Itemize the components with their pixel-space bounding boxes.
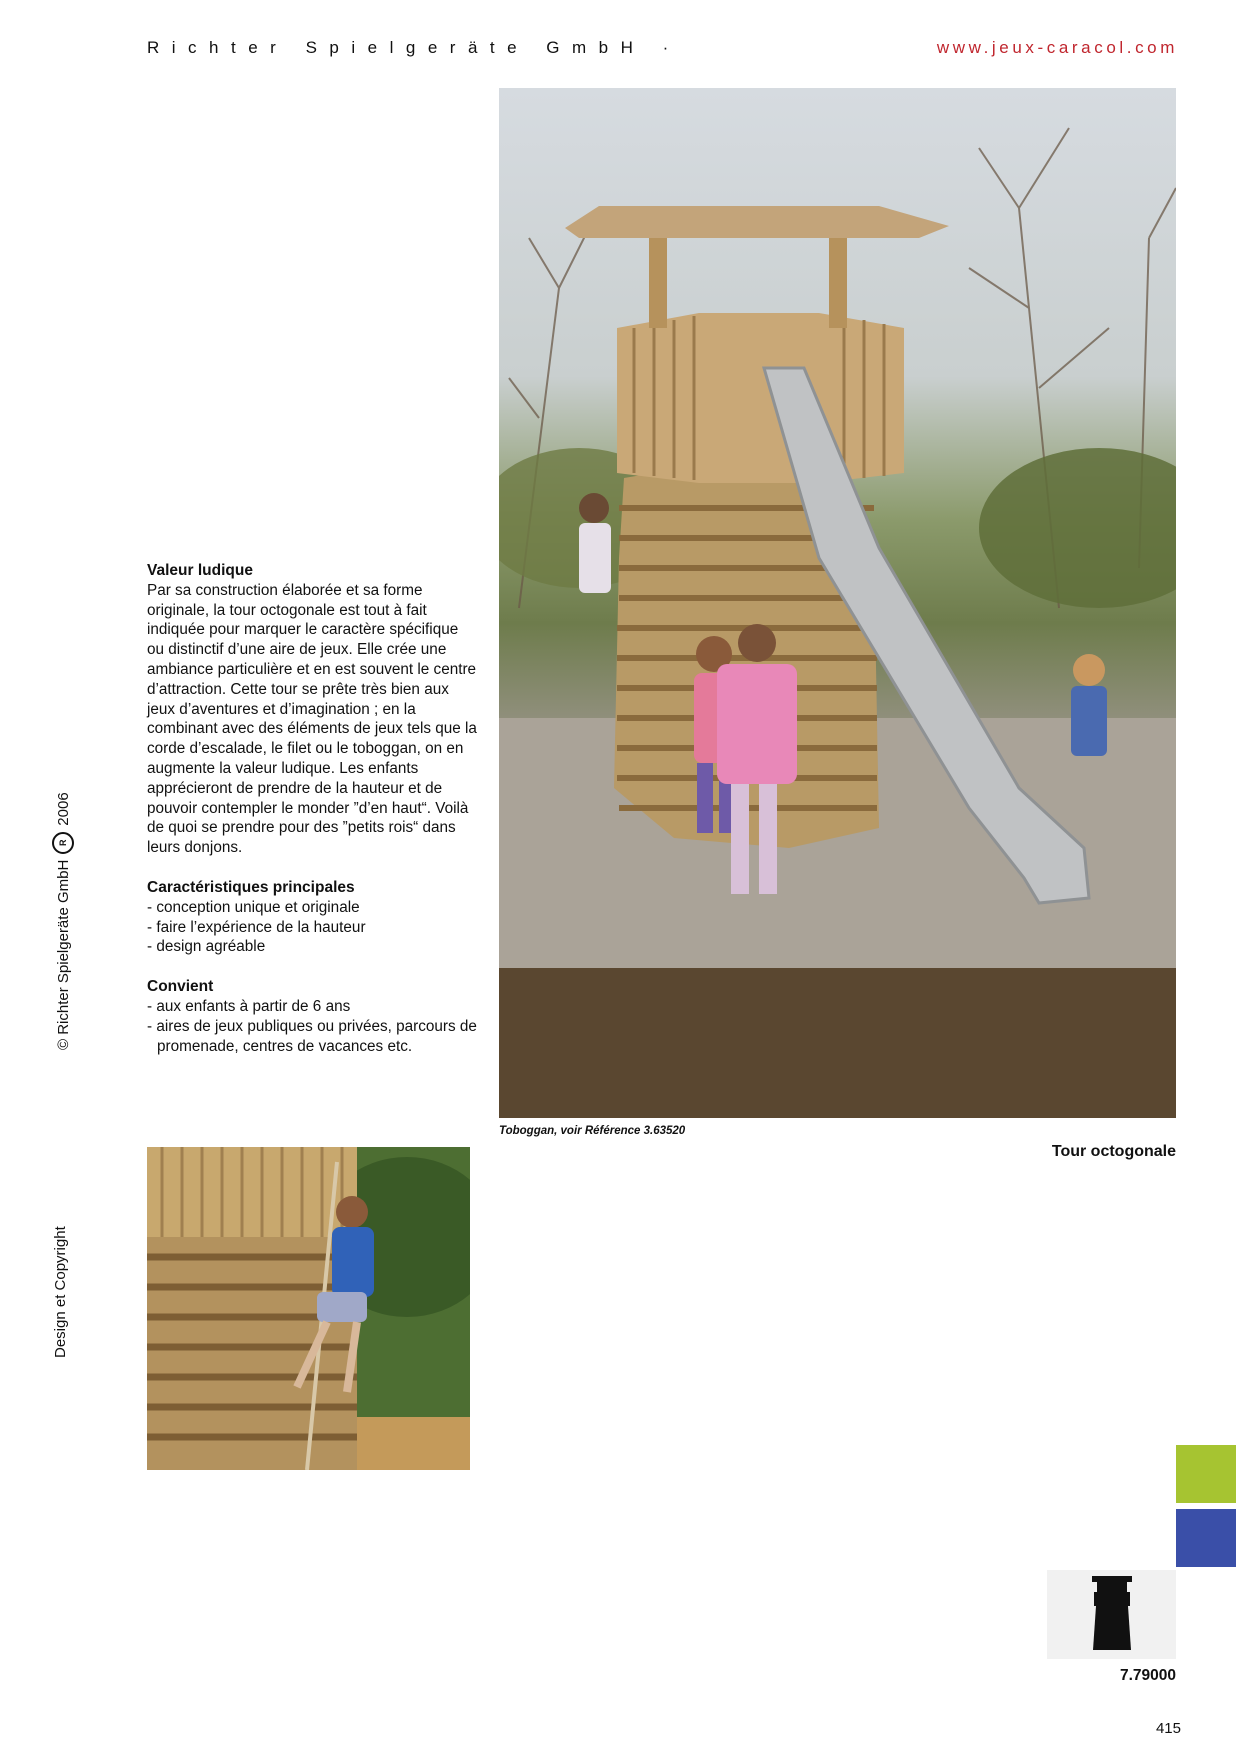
heading-valeur-ludique: Valeur ludique xyxy=(147,562,253,579)
copyright-text: © Richter Spielgeräte GmbH xyxy=(54,859,72,1050)
reference-number: 7.79000 xyxy=(1119,1667,1176,1684)
vertical-copyright xyxy=(52,792,74,1050)
valeur-ludique-body: Par sa construction élaborée et sa forme originale, la tour octogonale est tout à fait indiquée pour marquer le caractère spécifique ou distinctif d’une aire de jeux. Elle crée une ambiance particulière et en est souvent le centre d’attraction. Cette tour se prête très bien aux jeux d’aventures et d’imagination ; en la combinant avec des éléments de jeux tels que la corde d’escalade, le filet ou le toboggan, on en augmente la valeur ludique. Les enfants apprécieront de prendre de la hauteur et de pouvoir contempler le monder ”d’en haut“. Voilà de quoi se prendre pour des ”petits rois“ dans leurs donjons. xyxy=(147,581,477,857)
header-url-link[interactable]: www.jeux-caracol.com xyxy=(936,38,1178,57)
climbing-illustration xyxy=(147,1147,470,1470)
tower-silhouette-icon xyxy=(1047,1570,1176,1659)
copyright-year: 2006 xyxy=(54,792,72,826)
heading-convient: Convient xyxy=(147,978,214,996)
tower-pictogram-icon xyxy=(1047,1570,1176,1659)
main-photo-tower xyxy=(499,88,1176,1118)
list-item: - design agréable xyxy=(147,938,266,956)
category-tab-green xyxy=(1176,1445,1236,1503)
vertical-design-copyright: Design et Copyright xyxy=(52,1226,69,1358)
brand-seal-icon: R xyxy=(52,832,74,854)
tower-illustration xyxy=(499,88,1176,1118)
list-item: - faire l’expérience de la hauteur xyxy=(147,918,366,936)
small-photo-climbing xyxy=(147,1147,470,1470)
heading-caracteristiques: Caractéristiques principales xyxy=(147,878,355,896)
product-title: Tour octogonale xyxy=(1051,1143,1176,1160)
category-tab-blue xyxy=(1176,1509,1236,1567)
page-number: 415 xyxy=(1155,1720,1181,1737)
list-item: - conception unique et originale xyxy=(147,898,360,916)
list-item: - aux enfants à partir de 6 ans xyxy=(147,997,351,1015)
caracteristiques-list xyxy=(147,898,477,957)
convient-list xyxy=(147,997,477,1056)
photo-caption: Toboggan, voir Référence 3.63520 xyxy=(499,1125,686,1137)
header-company: Richter Spielgeräte GmbH · xyxy=(147,38,681,57)
list-item: - aires de jeux publiques ou privées, parcours de promenade, centres de vacances etc. xyxy=(147,1017,477,1055)
description-column xyxy=(147,561,477,1056)
